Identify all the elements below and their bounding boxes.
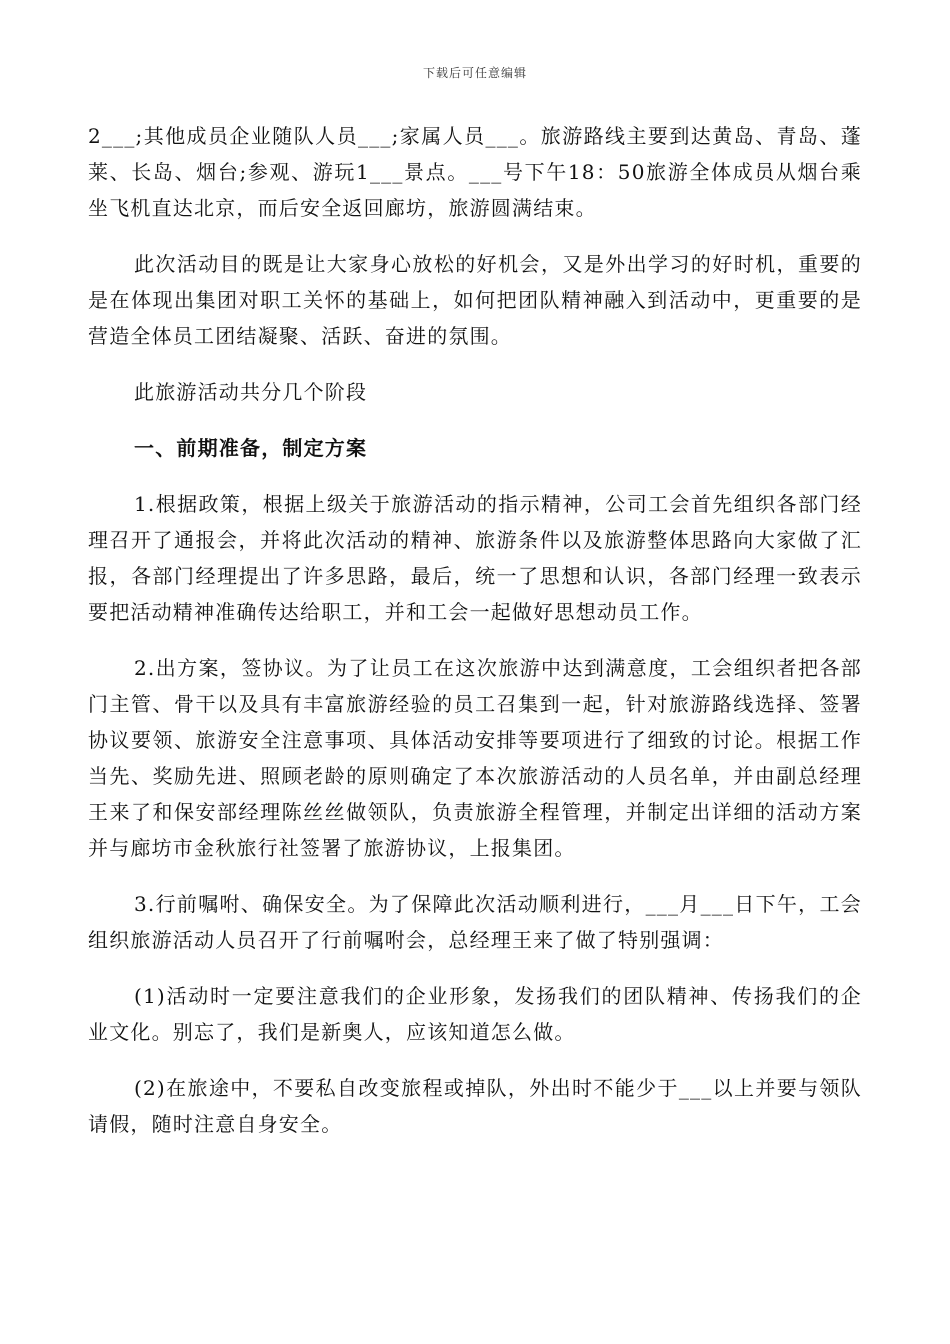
paragraph-activity-purpose: 此次活动目的既是让大家身心放松的好机会，又是外出学习的好时机，重要的是在体现出集团对职工关怀的基础上，如何把团队精神融入到活动中，更重要的是营造全体员工团结凝聚、活跃、奋进的氛围。	[88, 252, 862, 348]
paragraph-item-2: 2.出方案，签协议。为了让员工在这次旅游中达到满意度，工会组织者把各部门主管、骨干以及具有丰富旅游经验的员工召集到一起，针对旅游路线选择、签署协议要领、旅游安全注意事项、具体活动安排等要项进行了细致的讨论。根据工作当先、奖励先进、照顾老龄的原则确定了本次旅游活动的人员名单，并由副总经理王来了和保安部经理陈丝丝做领队，负责旅游全程管理，并制定出详细的活动方案并与廊坊市金秋旅行社签署了旅游协议，上报集团。	[88, 656, 862, 860]
page-header: 下载后可任意编辑	[422, 66, 527, 80]
paragraph-route-summary: 2___;其他成员企业随队人员___;家属人员___。旅游路线主要到达黄岛、青岛、蓬莱、长岛、烟台;参观、游玩1___景点。___号下午18：50旅游全体成员从烟台乘坐飞机直达北京，而后安全返回廊坊，旅游圆满结束。	[88, 124, 862, 220]
paragraph-item-1: 1.根据政策，根据上级关于旅游活动的指示精神，公司工会首先组织各部门经理召开了通报会，并将此次活动的精神、旅游条件以及旅游整体思路向大家做了汇报，各部门经理提出了许多思路，最后，统一了思想和认识，各部门经理一致表示要把活动精神准确传达给职工，并和工会一起做好思想动员工作。	[88, 492, 862, 624]
paragraph-stages-intro: 此旅游活动共分几个阶段	[134, 380, 368, 404]
paragraph-subitem-1: (1)活动时一定要注意我们的企业形象，发扬我们的团队精神、传扬我们的企业文化。别忘了，我们是新奥人，应该知道怎么做。	[88, 984, 862, 1044]
section-heading-preparation: 一、前期准备，制定方案	[134, 436, 368, 460]
document-body	[88, 118, 862, 1162]
paragraph-item-3: 3.行前嘱咐、确保安全。为了保障此次活动顺利进行，___月___日下午，工会组织旅游活动人员召开了行前嘱咐会，总经理王来了做了特别强调：	[88, 892, 862, 952]
paragraph-subitem-2: (2)在旅途中，不要私自改变旅程或掉队，外出时不能少于___以上并要与领队请假，随时注意自身安全。	[88, 1076, 862, 1136]
